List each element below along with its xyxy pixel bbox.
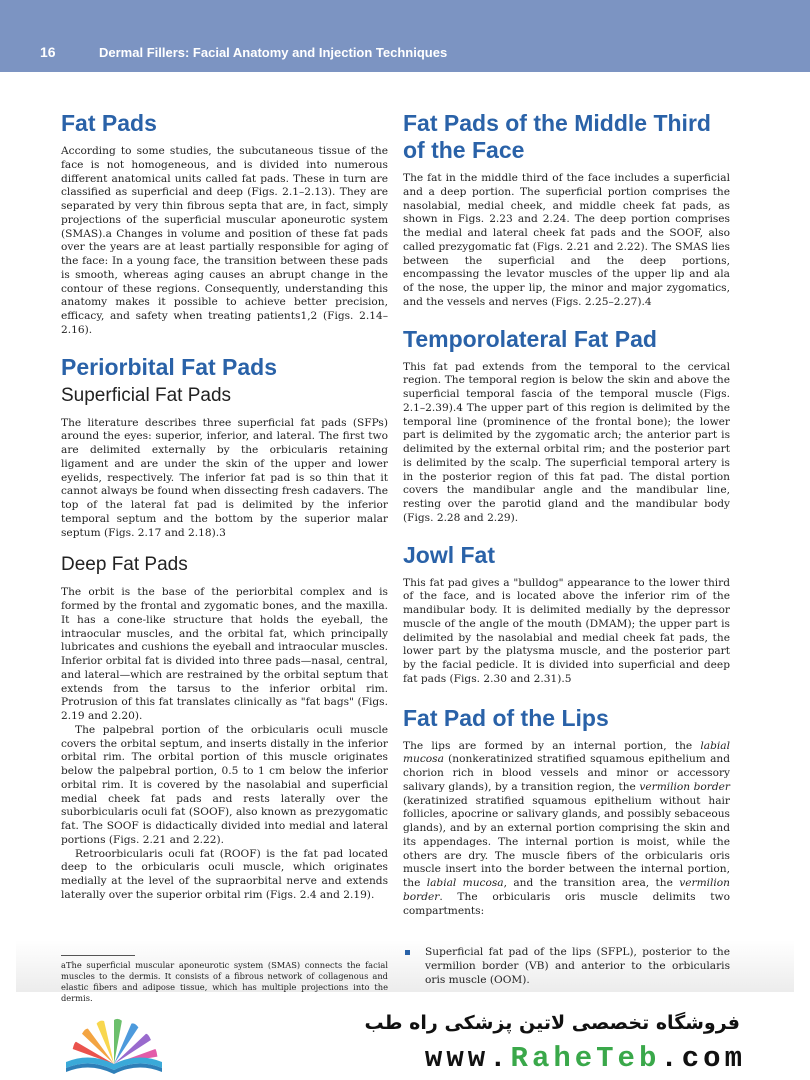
heading-fat-pads: Fat Pads <box>61 110 157 136</box>
paragraph-jowl: This fat pad gives a "bulldog" appearance to the lower third of the face, and is located above the inferior rim of the mandibular body. It is delimited medially by the depressor muscle of the angle of the mouth (DMAM); the upper part is delimited by the nasolabial and medial cheek fat pads, the lower part by the platysma muscle, and the posterior part by the facial pedicle. It is divided into superficial and deep fat pads (Figs. 2.30 and 2.31).5 <box>403 576 730 685</box>
book-logo-icon <box>58 1012 170 1074</box>
footnote: aThe superficial muscular aponeurotic system (SMAS) connects the facial muscles to the dermis. It consists of a fibrous network of collagenous and elastic fibers and adipose tissue, which has multiple projections into the dermis. <box>61 960 388 1003</box>
paragraph-deep-2: The palpebral portion of the orbicularis oculi muscle covers the orbital septum, and inserts distally in the inferior orbital rim. The orbital portion of this muscle originates below the palpebral portion, 0.5 to 1 cm below the inferior orbital rim. It is covered by the nasolabial and superficial medial cheek fat pads and rests laterally over the suborbicularis oculi fat (SOOF), also known as prezygomatic fat. The SOOF is didactically divided into medial and lateral portions (Figs. 2.21 and 2.22). <box>61 723 388 846</box>
left-column <box>61 110 388 903</box>
paragraph-temporolateral: This fat pad extends from the temporal to the cervical region. The temporal region is below the skin and above the superficial temporal fascia of the temporal muscle (Figs. 2.1–2.39).4 The upper part of this region is delimited by the temporal line (prominence of the frontal bone); the lower part is delimited by the zygomatic arch; the anterior part is delimited by the external orbital rim; and the posterior part is delimited by the scalp. The superficial temporal artery is in the posterior region of this fat pad. The distal portion covers the mandibular angle and the mandibular line, resting over the parotid gland and the mandibular body (Figs. 2.28 and 2.29). <box>403 360 730 524</box>
right-column <box>403 110 730 918</box>
heading-jowl: Jowl Fat <box>403 541 496 568</box>
heading-lips: Fat Pad of the Lips <box>403 704 609 731</box>
site-url[interactable]: www.RaheTeb.com <box>424 1042 746 1075</box>
heading-temporolateral: Temporolateral Fat Pad <box>403 325 657 352</box>
bullet-text: Superficial fat pad of the lips (SFPL), posterior to the vermilion border (VB) and anterior to the orbicularis oris muscle (OOM). <box>425 946 730 986</box>
bullet-square-icon <box>405 950 410 955</box>
paragraph-deep-3: Retroorbicularis oculi fat (ROOF) is the fat pad located deep to the orbicularis oculi muscle, which originates medially at the level of the supraorbital nerve and extends laterally over the superior orbital rim (Figs. 2.4 and 2.19). <box>61 847 388 901</box>
running-title: Dermal Fillers: Facial Anatomy and Injection Techniques <box>99 45 448 60</box>
bullet-item <box>403 946 730 987</box>
heading-middle-third: Fat Pads of the Middle Third of the Face <box>403 110 711 163</box>
paragraph-deep-1: The orbit is the base of the periorbital complex and is formed by the frontal and zygomatic bones, and the maxilla. It has a cone-like structure that holds the eyeball, the intraocular muscles, and the orbital fat, which principally lubricates and cushions the eyeball and intraocular muscles. Inferior orbital fat is divided into three pads—nasal, central, and lateral—which are restrained by the orbital septum that extends from the tarsus to the inferior orbital rim. Protrusion of this fat translates clinically as "fat bags" (Figs. 2.19 and 2.20). <box>61 586 388 722</box>
subheading-superficial: Superficial Fat Pads <box>61 384 232 406</box>
heading-periorbital: Periorbital Fat Pads <box>61 353 278 380</box>
paragraph-superficial: The literature describes three superficial fat pads (SFPs) around the eyes: superior, inferior, and lateral. The first two are delimited externally by the orbicularis retaining ligament and are under the skin of the upper and lower eyelids, respectively. The inferior fat pad is so thin that it cannot always be found when dissecting fresh cadavers. The top of the lateral fat pad is delimited by the inferior temporal septum and the bottom by the superior malar septum (Figs. 2.17 and 2.18).3 <box>61 416 388 539</box>
paragraph-middle-third: The fat in the middle third of the face includes a superficial and a deep portion. The superficial portion comprises the nasolabial, medial cheek, and middle cheek fat pads, as shown in Figs. 2.23 and 2.24. The deep portion comprises the medial and lateral cheek fat pads and the SOOF, also called prezygomatic fat (Figs. 2.21 and 2.22). The SMAS lies between the superficial and the deep portions, encompassing the levator muscles of the upper lip and ala of the nose, the upper lip, the minor and major zygomatics, and the vessels and nerves (Figs. 2.25–2.27).4 <box>403 172 730 308</box>
paragraph-fat-pads: According to some studies, the subcutaneous tissue of the face is not homogeneous, and is divided into numerous different anatomical units called fat pads. These in turn are classified as superficial and deep (Figs. 2.1–2.13). They are separated by very thin fibrous septa that are, in fact, simply projections of the superficial muscular aponeurotic system (SMAS).a Changes in volume and position of these fat pads over the years are at least partially responsible for aging of the face: In a young face, the transition between these pads is smooth, whereas aging causes an abrupt change in the contour of these regions. Consequently, understanding this anatomy makes it possible to achieve better precision, efficacy, and safety when treating patients1,2 (Figs. 2.14–2.16). <box>61 145 388 336</box>
subheading-deep: Deep Fat Pads <box>61 554 188 576</box>
page-number: 16 <box>40 44 56 60</box>
paragraph-lips: The lips are formed by an internal portion, the labial mucosa (nonkeratinized stratified squamous epithelium and chorion rich in blood vessels and minor or accessory salivary glands), by a transition region, the vermilion border (keratinized stratified squamous epithelium without hair follicles, apocrine or salivary glands, and possibly sebaceous glands), and by an external portion comprising the skin and its appendages. The internal portion is moist, while the others are dry. The muscle fibers of the orbicularis oris muscle insert into the border between the internal portion, the labial mucosa, and the transition area, the vermilion border. The orbicularis oris muscle delimits two compartments: <box>403 739 730 917</box>
page-header <box>0 0 810 72</box>
store-name: فروشگاه تخصصی لاتین پزشکی راه طب <box>364 1012 740 1034</box>
footnote-rule <box>61 955 135 956</box>
